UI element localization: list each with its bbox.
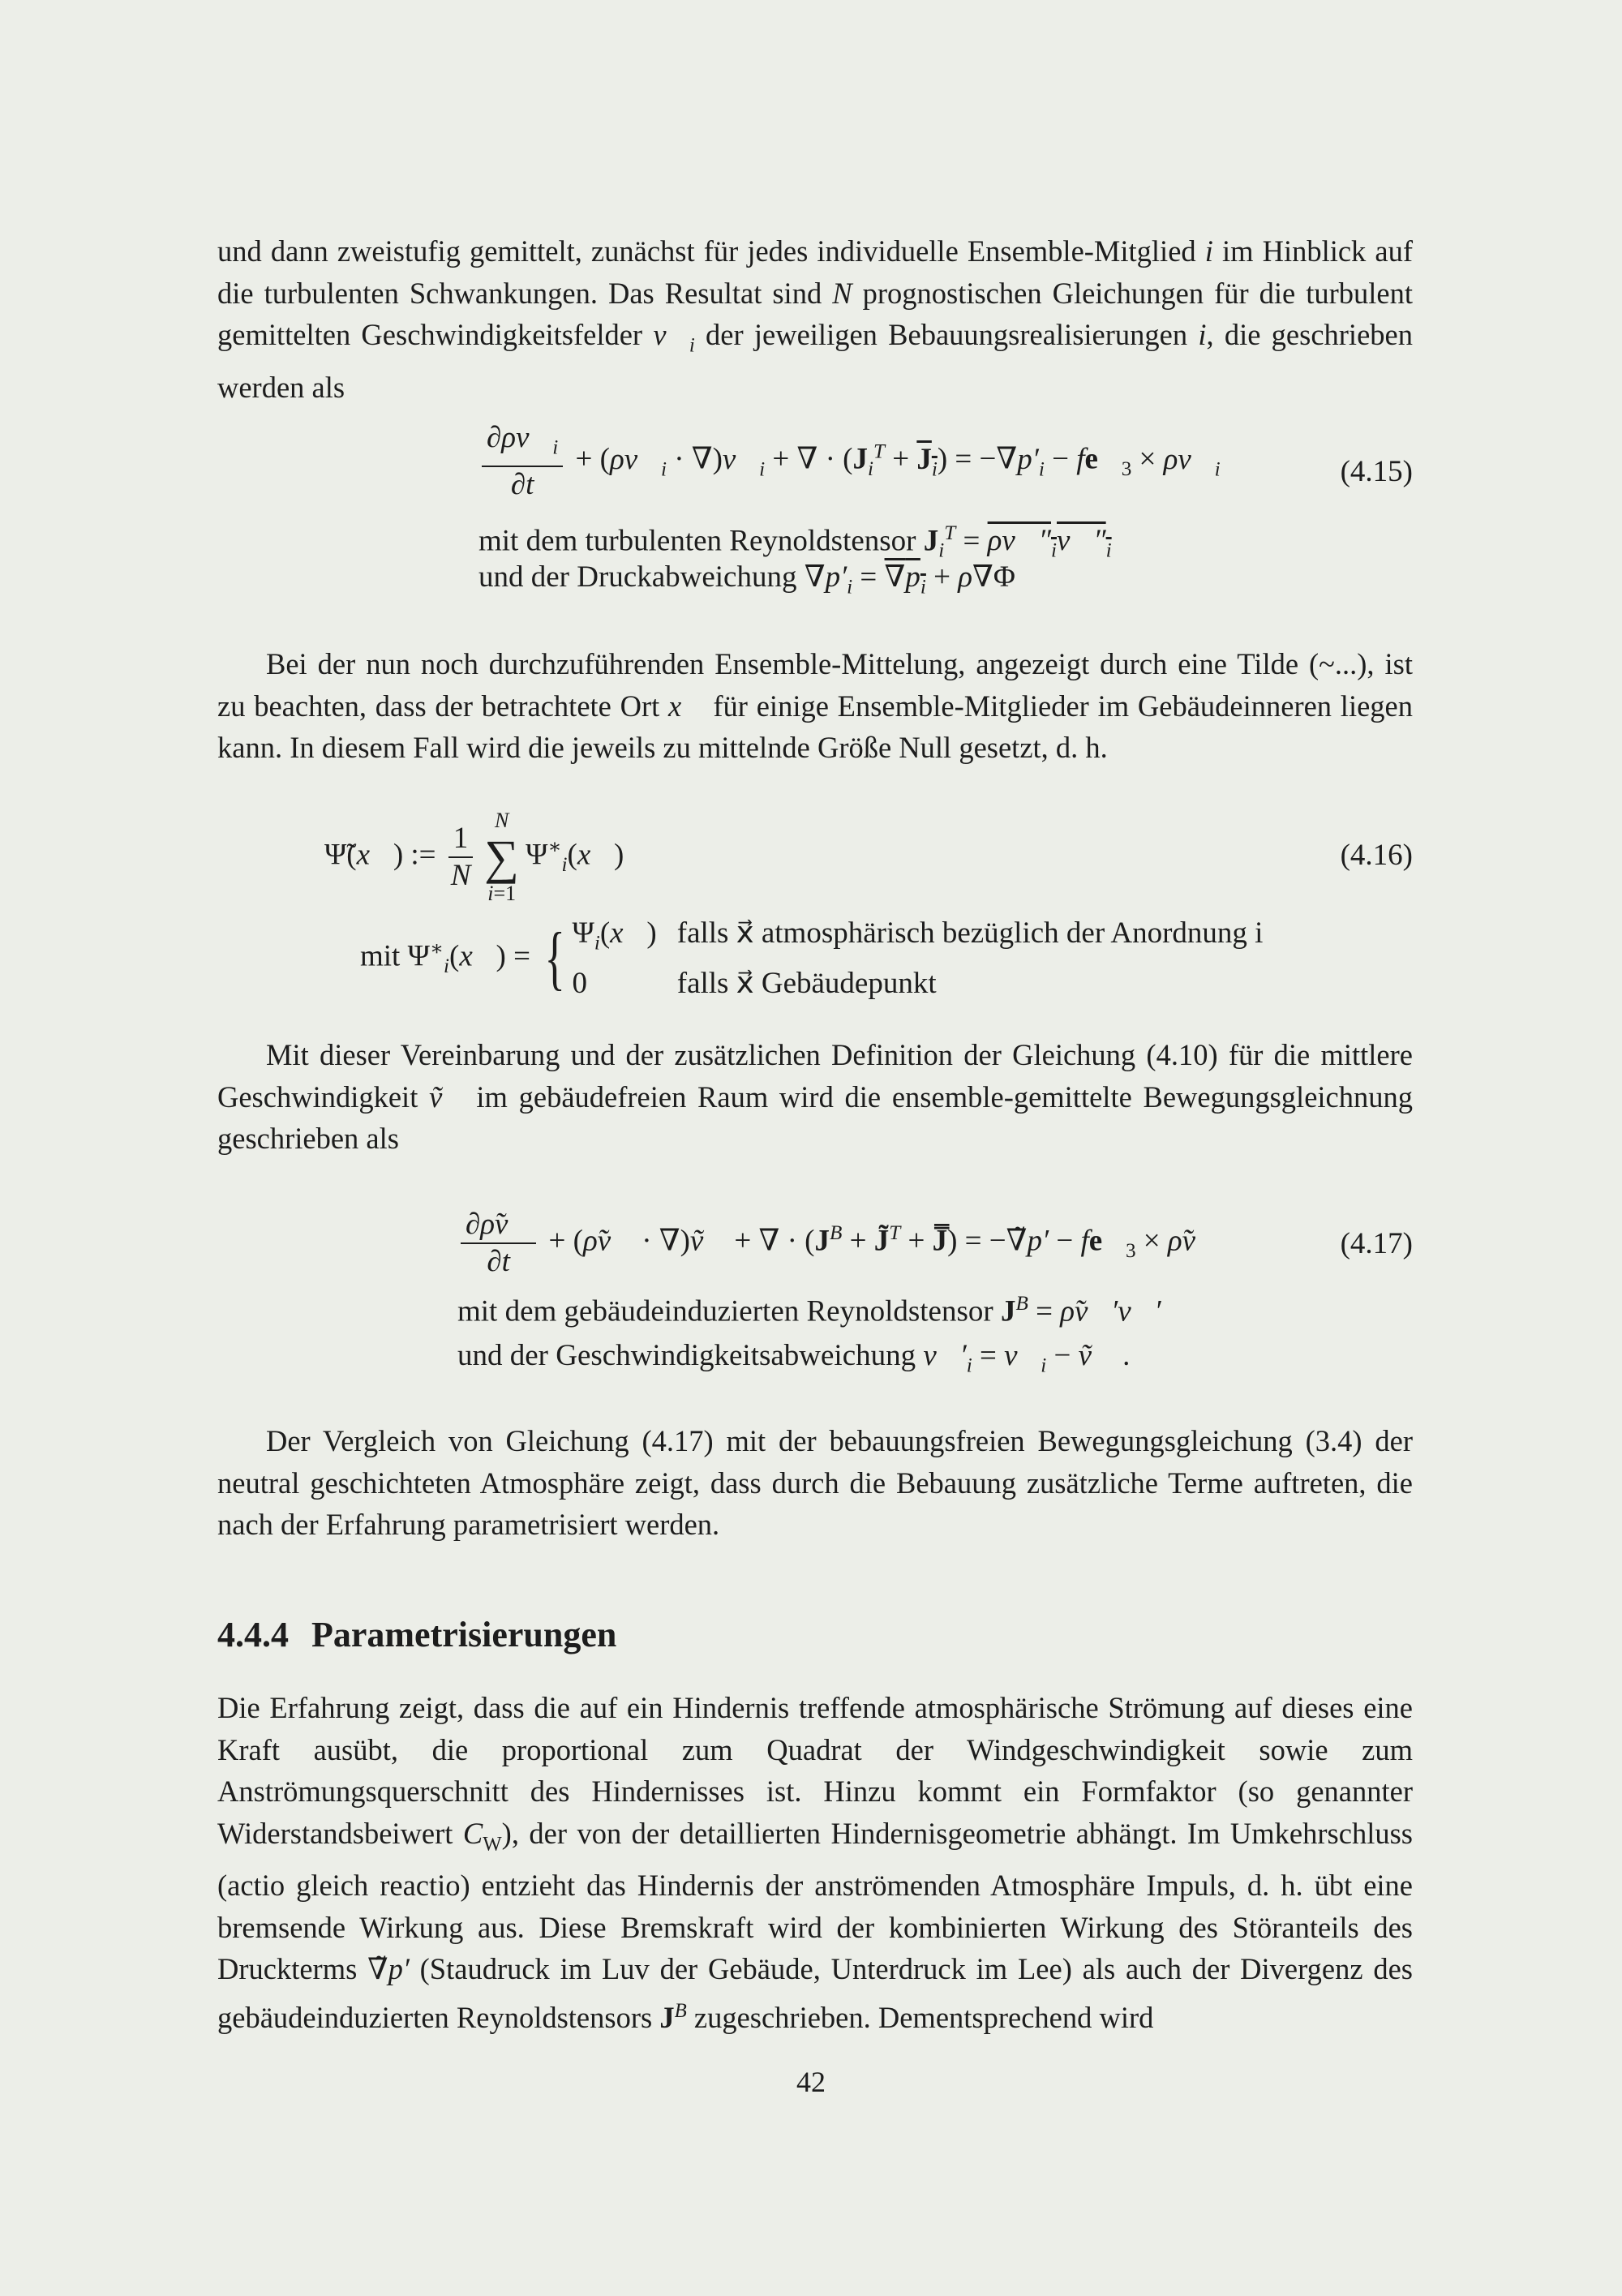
eq417-text3: und der Geschwindigkeitsabweichung	[457, 1339, 916, 1372]
equation-number-4-17: (4.17)	[1340, 1227, 1413, 1260]
paragraph-comparison: Der Vergleich von Gleichung (4.17) mit der bebauungsfreien Bewegungsgleichung (3.4) der neutral geschichteten Atmosphäre zeigt, dass durch die Bebauung zusätzliche Terme auftreten, die nach der Erfahrung parametrisiert werden.	[217, 1424, 1413, 1541]
eq416-case1: falls x⃗ atmosphärisch bezüglich der Anordnung i	[676, 916, 1264, 950]
eq415-text2: mit dem turbulenten Reynoldstensor	[478, 524, 916, 558]
section-number: 4.4.4	[217, 1615, 289, 1654]
equation-4-16: Ψ̃(x⃗) := $\frac{1}{N}$ N ∑ i=1 $\Psi^∗_i(x⃗)$	[324, 809, 624, 905]
paragraph-intro: und dann zweistufig gemittelt, zunächst für jedes individuelle Ensemble-Mitglied i im Hinblick auf die turbulenten Schwankungen. Das Resultat sind N prognostischen Gleichungen für die turbulent gemittelten Geschwindigkeitsfelder $v⃗_i$ der jeweiligen Bebauungsrealisierungen i, die geschrieben werden als	[217, 234, 1414, 404]
eq415-text3: und der Druckabweichung	[478, 560, 797, 594]
equation-number-4-16: (4.16)	[1340, 839, 1413, 872]
section-heading	[217, 1614, 616, 1655]
equation-4-17: $\frac{\partial\rhõv⃗}{\partial t}$ + (ρ̃v⃗ · ∇)ṽ⃗ + ∇ · ($J^B$ + J̃$^T$ + J̿) = −∇̃p′ − $fe⃗_3$ × ρ̃v⃗	[456, 1207, 1219, 1280]
equation-4-15-line3: und der Druckabweichung $\nabla p'_i = \nabla p_i + \rho\nabla\Phi$	[478, 560, 1015, 599]
paragraph-parametrization: Die Erfahrung zeigt, dass die auf ein Hindernis treffende atmosphärische Strömung auf dieses eine Kraft ausübt, die proportional zum Quadrat der Windgeschwindigkeit sowie zum Anströmungsquerschnitt des Hindernisses ist. Hinzu kommt ein Formfaktor (so genannter Widerstandsbeiwert $C_W$), der von der detaillierten Hindernisgeometrie abhängt. Im Umkehrschluss (actio gleich reactio) entzieht das Hindernis der anströmenden Atmosphäre Impuls, d. h. übt eine bremsende Wirkung aus. Diese Bremskraft wird der kombinierten Wirkung des Störanteils des Druckterms ∇̃p′ (Staudruck im Luv der Gebäude, Unterdruck im Lee) als auch der Divergenz des gebäudeinduzierten Reynoldstensors $J^B$ zugeschrieben. Dementsprechend wird	[217, 1691, 1413, 2034]
equation-number-4-15: (4.15)	[1340, 455, 1413, 488]
equation-4-15: $\frac{\partial\rho v⃗_i}{\partial t}$ + ($\rho v⃗_i$ · $\nabla)v⃗_i$ + ∇ · $(J_i^T + J_i) = -\nabla p'_i$ − $fe⃗_3$ × $\rho v⃗_i$	[477, 420, 1221, 503]
equation-4-17-line3: und der Geschwindigkeitsabweichung $v⃗'_i$ = $v⃗_i$ − ṽ⃗ .	[457, 1339, 1131, 1377]
paragraph-definition: Mit dieser Vereinbarung und der zusätzlichen Definition der Gleichung (4.10) für die mittlere Geschwindigkeit ṽ⃗ im gebäudefreien Raum wird die ensemble-gemittelte Bewegungsgleichnung geschrieben als	[217, 1038, 1413, 1155]
paragraph-ensemble: Bei der nun noch durchzuführenden Ensemble-Mittelung, angezeigt durch eine Tilde (~...), ist zu beachten, dass der betrachtete Ort x⃗ für einige Ensemble-Mitglieder im Gebäudeinneren liegen kann. In diesem Fall wird die jeweils zu mittelnde Größe Null gesetzt, d. h.	[217, 647, 1413, 764]
page-number: 42	[796, 2066, 826, 2098]
eq416-case2: falls x⃗ Gebäudepunkt	[676, 967, 937, 1001]
eq416-mit: mit	[360, 939, 401, 973]
equation-4-17-line2: mit dem gebäudeinduzierten Reynoldstensor $J^B$ = ρ̃v⃗′v⃗′	[457, 1293, 1161, 1328]
eq417-text2: mit dem gebäudeinduzierten Reynoldstensor	[457, 1294, 993, 1328]
equation-4-15-line2: mit dem turbulenten Reynoldstensor $J_i^T$ = $\rho v⃗''_iv⃗''_i$	[478, 522, 1112, 562]
equation-4-16-cases: mit $\Psi^∗_i(x⃗)$ = { $\Psi_i(x⃗)$ falls x⃗ atmosphärisch bezüglich der Anordnung i 0 falls x⃗ Gebäudepunkt	[360, 916, 1264, 1001]
section-title: Parametrisierungen	[311, 1615, 617, 1654]
